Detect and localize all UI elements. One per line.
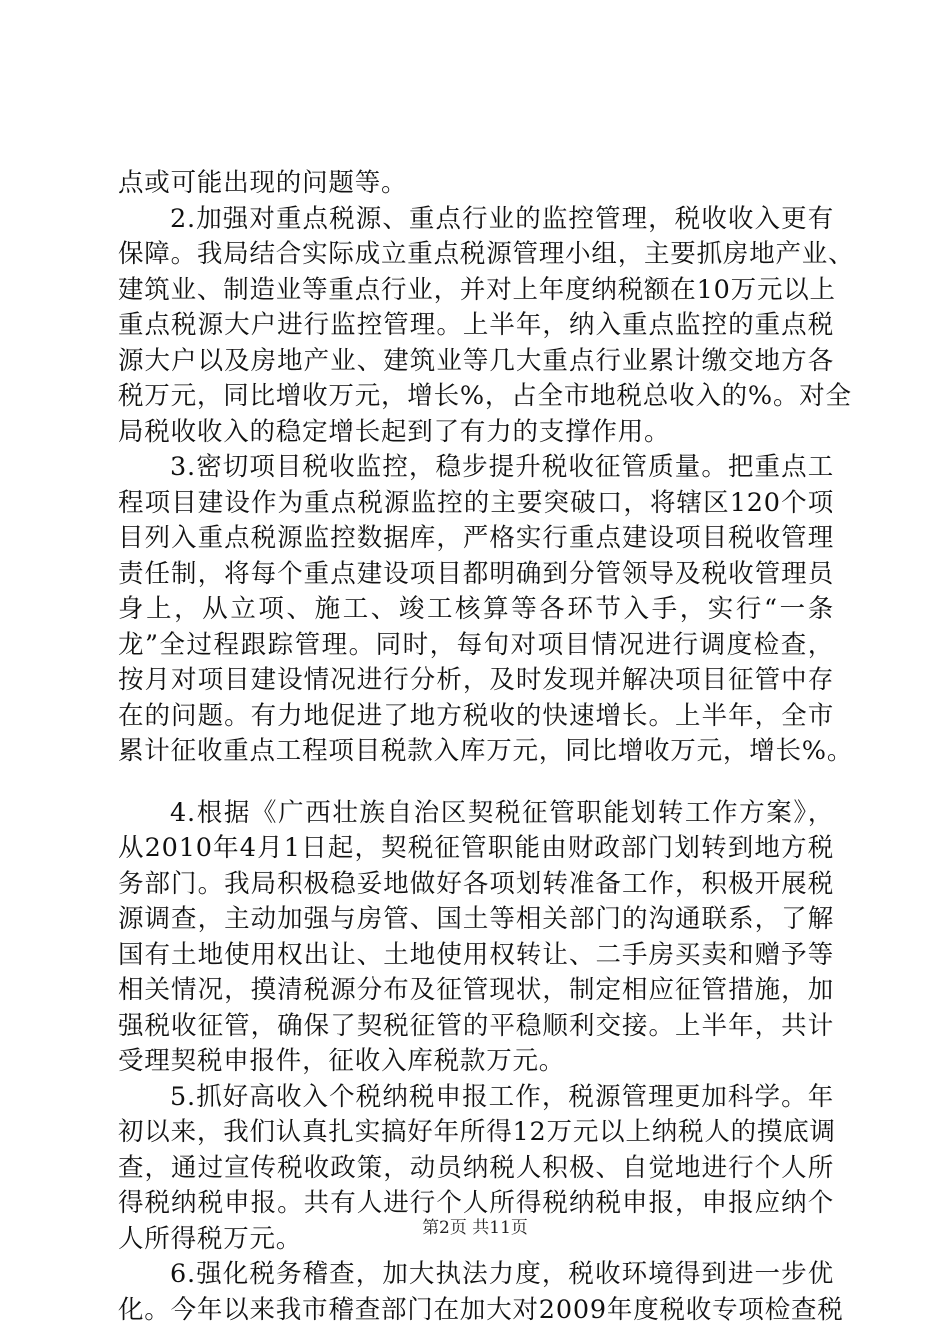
text-line: 相关情况，摸清税源分布及征管现状，制定相应征管措施，加 bbox=[118, 975, 834, 1005]
text-line: 累计征收重点工程项目税款入库万元，同比增收万元，增长%。 bbox=[118, 736, 854, 766]
text-line: 5.抓好高收入个税纳税申报工作，税源管理更加科学。年 bbox=[170, 1081, 834, 1112]
text-line: 2.加强对重点税源、重点行业的监控管理，税收收入更有 bbox=[170, 203, 834, 234]
text-line: 身上，从立项、施工、竣工核算等各环节入手，实行“一条 bbox=[118, 594, 834, 624]
text-line: 在的问题。有力地促进了地方税收的快速增长。上半年，全市 bbox=[118, 700, 834, 731]
text-line: 重点税源大户进行监控管理。上半年，纳入重点监控的重点税 bbox=[118, 310, 834, 340]
text-line: 国有土地使用权出让、土地使用权转让、二手房买卖和赠予等 bbox=[118, 939, 834, 970]
text-line: 强税收征管，确保了契税征管的平稳顺利交接。上半年，共计 bbox=[118, 1010, 834, 1041]
text-line: 建筑业、制造业等重点行业，并对上年度纳税额在10万元以上 bbox=[118, 274, 836, 305]
text-line: 从2010年4月1日起，契税征管职能由财政部门划转到地方税 bbox=[118, 833, 834, 863]
text-line: 4.根据《广西壮族自治区契税征管职能划转工作方案》， bbox=[170, 797, 834, 828]
text-line: 务部门。我局积极稳妥地做好各项划转准备工作，积极开展税 bbox=[118, 868, 834, 899]
text-line: 化。今年以来我市稽查部门在加大对2009年度税收专项检查税 bbox=[118, 1294, 844, 1325]
text-line: 程项目建设作为重点税源监控的主要突破口，将辖区120个项 bbox=[118, 487, 834, 518]
text-line: 3.密切项目税收监控，稳步提升税收征管质量。把重点工 bbox=[170, 452, 834, 482]
text-line: 目列入重点税源监控数据库，严格实行重点建设项目税收管理 bbox=[118, 523, 834, 553]
text-line: 点或可能出现的问题等。 bbox=[118, 168, 408, 198]
text-line: 查，通过宣传税收政策，动员纳税人积极、自觉地进行个人所 bbox=[118, 1152, 834, 1183]
text-line: 龙”全过程跟踪管理。同时，每旬对项目情况进行调度检查， bbox=[118, 629, 834, 660]
text-line: 人所得税万元。 bbox=[118, 1223, 303, 1254]
paragraph-gap bbox=[118, 770, 834, 796]
page-footer: 第2页 共11页 bbox=[422, 1218, 528, 1238]
text-line: 受理契税申报件，征收入库税款万元。 bbox=[118, 1046, 566, 1076]
text-line: 初以来，我们认真扎实搞好年所得12万元以上纳税人的摸底调 bbox=[118, 1117, 836, 1147]
text-line: 保障。我局结合实际成立重点税源管理小组，主要抓房地产业、 bbox=[118, 239, 855, 269]
text-line: 得税纳税申报。共有人进行个人所得税纳税申报，申报应纳个 bbox=[118, 1188, 834, 1218]
text-line: 源调查，主动加强与房管、国土等相关部门的沟通联系，了解 bbox=[118, 904, 834, 934]
text-line: 6.强化税务稽查，加大执法力度，税收环境得到进一步优 bbox=[170, 1259, 834, 1289]
text-line: 源大户以及房地产业、建筑业等几大重点行业累计缴交地方各 bbox=[118, 345, 834, 376]
text-line: 责任制，将每个重点建设项目都明确到分管领导及税收管理员 bbox=[118, 558, 834, 589]
text-line: 局税收收入的稳定增长起到了有力的支撑作用。 bbox=[118, 416, 671, 447]
text-line: 按月对项目建设情况进行分析，及时发现并解决项目征管中存 bbox=[118, 665, 834, 695]
text-line: 税万元，同比增收万元，增长%，占全市地税总收入的%。对全 bbox=[118, 381, 852, 411]
body-text bbox=[118, 166, 855, 1328]
